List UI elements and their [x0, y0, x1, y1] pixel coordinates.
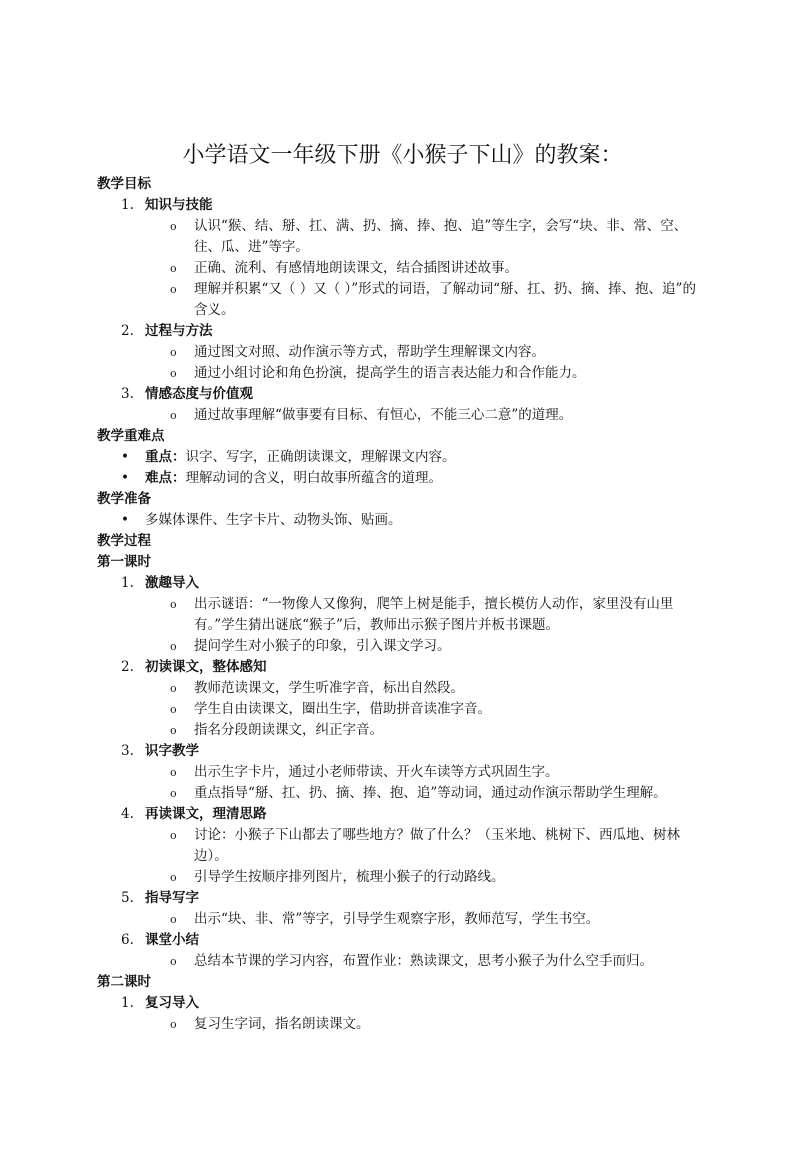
list-item	[97, 573, 737, 594]
circle-bullet-icon: o	[170, 682, 177, 695]
list-item	[97, 888, 737, 909]
bullet-dot-icon: •	[121, 512, 129, 528]
sub-list-item: o 出示谜语：“一物像人又像狗，爬竿上树是能手，擅长模仿人动作，家里没有山里有。”学生猜出谜底“猴子”后，教师出示猴子图片并板书课题。	[170, 596, 674, 633]
item-label: 知识与技能	[145, 197, 213, 213]
item-number: 3.	[121, 743, 134, 759]
item-number: 4.	[121, 806, 134, 822]
item-label: 指导写字	[145, 890, 199, 906]
circle-bullet-icon: o	[170, 955, 177, 968]
circle-bullet-icon: o	[170, 703, 177, 716]
sub-list-item: o 学生自由读课文，圈出生字，借助拼音读准字音。	[97, 699, 709, 720]
section-heading-process: 教学过程	[97, 533, 151, 549]
sub-list-item: o 通过图文对照、动作演示等方式，帮助学生理解课文内容。	[97, 342, 709, 363]
circle-bullet-icon: o	[170, 787, 177, 800]
sub-list-item: o 出示生字卡片，通过小老师带读、开火车读等方式巩固生字。	[97, 762, 709, 783]
item-label: 初读课文，整体感知	[145, 659, 267, 675]
sub-list-item: o 正确、流利、有感情地朗读课文，结合插图讲述故事。	[97, 258, 709, 279]
item-label: 激趣导入	[145, 575, 199, 591]
circle-bullet-icon: o	[170, 220, 177, 233]
list-item	[97, 195, 737, 216]
period-heading-first: 第一课时	[97, 554, 151, 570]
item-number: 2.	[121, 323, 134, 339]
circle-bullet-icon: o	[170, 829, 177, 842]
list-item: • 多媒体课件、生字卡片、动物头饰、贴画。	[97, 510, 737, 531]
item-label: 过程与方法	[145, 323, 213, 339]
list-item: • 难点：理解动词的含义，明白故事所蕴含的道理。	[97, 468, 737, 489]
list-item	[97, 384, 737, 405]
item-label: 情感态度与价值观	[145, 386, 253, 402]
circle-bullet-icon: o	[170, 1018, 177, 1031]
item-number: 6.	[121, 932, 134, 948]
item-label: 复习导入	[145, 995, 199, 1011]
circle-bullet-icon: o	[170, 640, 177, 653]
circle-bullet-icon: o	[170, 262, 177, 275]
section-heading-objectives: 教学目标	[97, 176, 151, 192]
item-number: 2.	[121, 659, 134, 675]
list-item	[97, 930, 737, 951]
item-label: 课堂小结	[145, 932, 199, 948]
item-number: 1.	[121, 197, 134, 213]
list-item	[97, 321, 737, 342]
sub-list-item: o 通过故事理解“做事要有目标、有恒心，不能三心二意”的道理。	[97, 405, 709, 426]
list-item: • 重点：识字、写字，正确朗读课文，理解课文内容。	[97, 447, 737, 468]
item-label: 识字教学	[145, 743, 199, 759]
item-number: 3.	[121, 386, 134, 402]
bullet-dot-icon: •	[121, 449, 129, 465]
sub-list-item: o 重点指导“掰、扛、扔、摘、捧、抱、追”等动词，通过动作演示帮助学生理解。	[97, 783, 724, 804]
document-body	[97, 174, 737, 1035]
section-heading-key-points: 教学重难点	[97, 428, 165, 444]
sub-list-item: o 教师范读课文，学生听准字音，标出自然段。	[97, 678, 709, 699]
sub-list-item: o 出示“块、非、常”等字，引导学生观察字形，教师范写，学生书空。	[97, 909, 709, 930]
page-title: 小学语文一年级下册《小猴子下山》的教案：	[182, 143, 623, 168]
sub-list-item: o 引导学生按顺序排列图片，梳理小猴子的行动路线。	[97, 867, 709, 888]
bullet-dot-icon: •	[121, 470, 129, 486]
circle-bullet-icon: o	[170, 766, 177, 779]
circle-bullet-icon: o	[170, 367, 177, 380]
list-item	[97, 657, 737, 678]
sub-list-item: o 总结本节课的学习内容，布置作业：熟读课文，思考小猴子为什么空手而归。	[97, 951, 724, 972]
sub-list-item: o 通过小组讨论和角色扮演，提高学生的语言表达能力和合作能力。	[97, 363, 709, 384]
circle-bullet-icon: o	[170, 598, 177, 611]
circle-bullet-icon: o	[170, 913, 177, 926]
list-item	[97, 804, 737, 825]
sub-list-item: o 认识“猴、结、掰、扛、满、扔、摘、捧、抱、追”等生字，会写“块、非、常、空、往、瓜、进”等字。	[170, 218, 688, 255]
sub-list-item: o 提问学生对小猴子的印象，引入课文学习。	[97, 636, 709, 657]
circle-bullet-icon: o	[170, 346, 177, 359]
sub-list-item: o 指名分段朗读课文，纠正字音。	[97, 720, 709, 741]
circle-bullet-icon: o	[170, 409, 177, 422]
list-item	[97, 741, 737, 762]
sub-list-item: o 复习生字词，指名朗读课文。	[97, 1014, 709, 1035]
item-number: 5.	[121, 890, 134, 906]
section-heading-preparation: 教学准备	[97, 491, 151, 507]
period-heading-second: 第二课时	[97, 974, 151, 990]
item-number: 1.	[121, 995, 134, 1011]
list-item	[97, 993, 737, 1014]
item-label: 再读课文，理清思路	[145, 806, 267, 822]
circle-bullet-icon: o	[170, 283, 177, 296]
item-number: 1.	[121, 575, 134, 591]
circle-bullet-icon: o	[170, 724, 177, 737]
sub-list-item: o 理解并积累“又（ ）又（ ）”形式的词语，了解动词“掰、扛、扔、摘、捧、抱、追”的含义。	[170, 281, 696, 318]
sub-list-item: o 讨论：小猴子下山都去了哪些地方？做了什么？（玉米地、桃树下、西瓜地、树林边）。	[170, 827, 680, 864]
circle-bullet-icon: o	[170, 871, 177, 884]
